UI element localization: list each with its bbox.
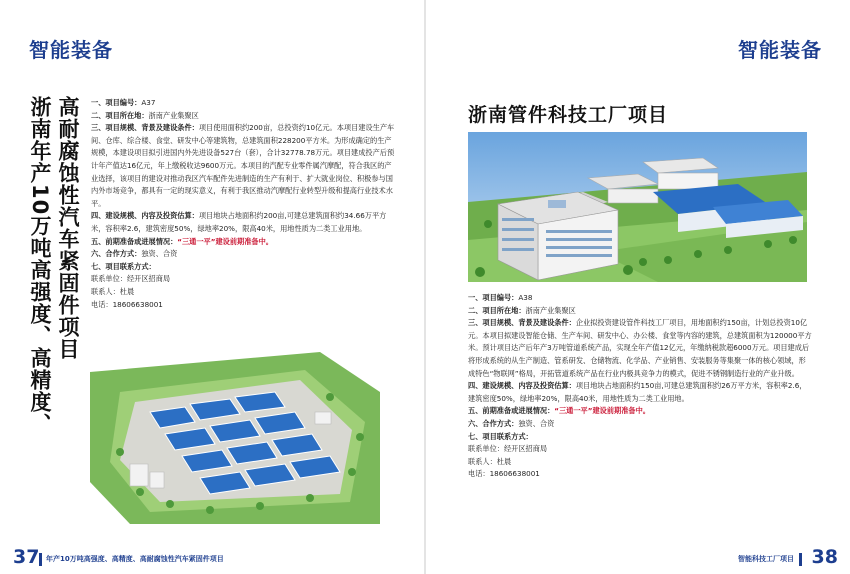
footer-left [0,546,425,568]
footer-bar-left [39,553,42,566]
page-number-left: 37 [13,546,40,568]
factory-rendering-left [90,352,380,524]
info-item-number: 一、项目编号：A38 [468,293,533,302]
info-item-cooperation: 六、合作方式：独资、合资 [468,418,555,428]
project-info-left [91,97,395,311]
footer-text-right: 智能科技工厂项目 [738,555,794,563]
footer-bar-right [799,553,802,566]
contact-phone: 电话：18606638001 [468,469,540,479]
project-title: 浙南管件科技工厂项目 [468,104,669,126]
vertical-title-col2: 浙南年产10万吨高强度、高精度、 [28,96,52,436]
contact-phone: 电话：18606638001 [91,299,163,309]
info-item-location: 二、项目所在地：浙南产业集聚区 [468,305,576,315]
info-item-cooperation: 六、合作方式：独资、合资 [91,249,178,259]
info-item-location: 二、项目所在地：浙南产业集聚区 [91,110,199,120]
right-page [425,0,850,574]
info-item-number: 一、项目编号：A37 [91,98,156,107]
page-number-right: 38 [811,546,838,568]
footer-text-left: 年产10万吨高强度、高精度、高耐腐蚀性汽车紧固件项目 [46,555,224,563]
contact-person: 联系人：杜晨 [468,456,512,466]
footer-right [425,546,850,568]
factory-rendering-right [468,132,807,282]
info-item-progress: 五、前期准备或进展情况：“三通一平”建设前期准备中。 [91,236,273,246]
info-item-investment: 四、建设规模、内容及投资估算：项目地块占地面积约200亩,可建总建筑面积约34.66万平方米，容积率2.6，建筑密度50%，绿地率20%，限高40米，用地性质为二类工业用地。 [91,211,387,233]
info-item-contact: 七、项目联系方式： [91,261,156,271]
info-item-scale: 三、项目规模、背景及建设条件：项目使用面积约200亩，总投资约10亿元。本项目建设生产车间、仓库、综合楼、食堂、研发中心等建筑物，总建筑面积228200平方米。为形成确定的生产规模，本建设项目拟引进国内外先进设备527台（套），合计32778.78万元。项目建成投产后预计年产值达16亿元，年上缴税收达9600万元。本项目的汽配专业零件属汽摩配，符合我区的产业选择，该项目的建设对推动我区汽车配件先进制造的生产有利于、扩大就业岗位、积极参与国内外市场竞争，都具有一定的现实意义，有利于我区推动汽摩配行业转型升级和提高行业技术水平。 [91,123,395,208]
contact-unit: 联系单位：经开区招商局 [468,444,548,454]
info-item-scale: 三、项目规模、背景及建设条件：企业拟投资建设管件科技工厂项目，用地面积约150亩，计划总投资10亿元。本项目拟建设智能仓储、生产车间、研发中心、办公楼、食堂等内容的建筑，总建筑面积为120000平方米。预计项目达产后年产3万吨管道系统产品，实现全年产值12亿元，年缴纳税款超6000万元。项目建成后将形成系统的从生产制造、管系研发、仓储物流、化学品、产业销售、安装服务等集聚一体的核心领域，形成特色“物联网”格局，开拓管道系统产品在行业内极具竞争力的模式，促进不锈钢制造行业的产业升级。 [468,318,812,378]
contact-unit: 联系单位：经开区招商局 [91,274,171,284]
info-item-contact: 七、项目联系方式： [468,431,533,441]
info-item-progress: 五、前期准备或进展情况：“三通一平”建设前期准备中。 [468,406,650,416]
section-title-right: 智能装备 [738,38,822,62]
project-info-right [468,292,812,481]
contact-person: 联系人：杜晨 [91,286,135,296]
vertical-title-col1: 高耐腐蚀性汽车紧固件项目 [56,96,80,360]
info-item-investment: 四、建设规模、内容及投资估算：项目地块占地面积约150亩,可建总建筑面积约26万平方米，容积率2.6，建筑密度50%，绿地率20%，限高40米，用地性质为二类工业用地。 [468,381,807,403]
section-title-left: 智能装备 [29,38,113,62]
